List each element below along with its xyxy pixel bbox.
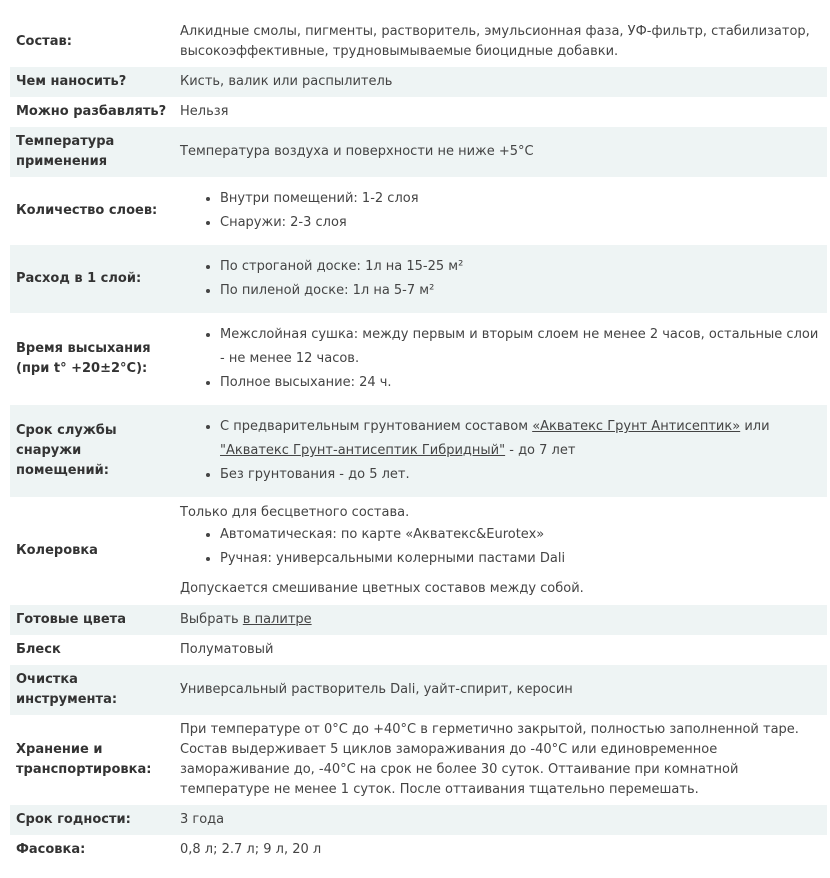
spec-row-application <box>10 67 827 97</box>
spec-value: Алкидные смолы, пигменты, растворитель, эмульсионная фаза, УФ-фильтр, стабилизатор, высокоэффективные, трудновымываемые биоцидные добавки. <box>180 24 810 59</box>
tinting-outro: Допускается смешивание цветных составов между собой. <box>180 581 584 596</box>
list-item: • По строганой доске: 1л на 15-25 м² <box>220 255 821 279</box>
list-item: • По пиленой доске: 1л на 5-7 м² <box>220 279 821 303</box>
list-item: • Полное высыхание: 24 ч. <box>220 371 821 395</box>
spec-label: Срок годности: <box>10 805 174 835</box>
spec-row-consumption <box>10 245 827 313</box>
list-item: • Без грунтования - до 5 лет. <box>220 463 821 487</box>
text: или <box>740 419 770 434</box>
spec-label: Очистка инструмента: <box>10 665 174 715</box>
spec-value: Нельзя <box>180 104 229 119</box>
spec-value: Кисть, валик или распылитель <box>174 67 827 97</box>
spec-list <box>180 187 821 235</box>
list-item: • Ручная: универсальными колерными пастами Dali <box>220 547 821 571</box>
spec-value: При температуре от 0°С до +40°С в герметично закрытой, полностью заполненной таре. Состав выдерживает 5 циклов замораживания до -40°С или единовременное замораживание до, -40°С на срок не более 30 суток. Оттаивание при комнатной температуре не менее 1 суток. После оттаивания тщательно перемешать. <box>180 722 799 797</box>
spec-label: Блеск <box>16 642 61 657</box>
spec-label: Готовые цвета <box>10 605 174 635</box>
spec-value <box>174 605 827 635</box>
spec-list <box>180 323 821 395</box>
spec-row-layers <box>10 177 827 245</box>
text: Выбрать <box>180 612 243 627</box>
spec-row-composition <box>10 17 827 67</box>
list-item: • Автоматическая: по карте «Акватекс&Eurotex» <box>220 523 821 547</box>
spec-row-tool-cleaning <box>10 665 827 715</box>
palette-link[interactable]: в палитре <box>242 612 312 627</box>
spec-label: Хранение и транспортировка: <box>16 742 152 777</box>
list-item: • Снаружи: 2-3 слоя <box>220 211 821 235</box>
spec-label: Чем наносить? <box>10 67 174 97</box>
spec-value: Универсальный растворитель Dali, уайт-спирит, керосин <box>174 665 827 715</box>
spec-label: Время высыхания (при t° +20±2°С): <box>16 341 151 376</box>
spec-label: Расход в 1 слой: <box>10 245 174 313</box>
spec-row-drying-time <box>10 313 827 405</box>
spec-row-tinting <box>10 497 827 605</box>
spec-row-dilution <box>10 97 827 127</box>
text: - до 7 лет <box>505 443 576 458</box>
spec-row-packaging <box>10 835 827 865</box>
spec-list <box>180 523 821 571</box>
primer-antiseptic-link[interactable]: «Акватекс Грунт Антисептик» <box>532 419 741 434</box>
spec-value: Полуматовый <box>180 642 274 657</box>
spec-value: Температура воздуха и поверхности не ниже +5°С <box>174 127 827 177</box>
spec-label: Температура применения <box>10 127 174 177</box>
spec-value <box>174 245 827 313</box>
spec-row-shelf-life <box>10 805 827 835</box>
spec-row-ready-colors <box>10 605 827 635</box>
spec-label: Можно разбавлять? <box>16 104 167 119</box>
spec-label: Срок службы снаружи помещений: <box>10 405 174 497</box>
spec-row-storage <box>10 715 827 805</box>
spec-row-service-life <box>10 405 827 497</box>
spec-label: Колеровка <box>16 543 98 558</box>
list-item <box>220 415 821 463</box>
spec-label: Состав: <box>16 34 72 49</box>
spec-label: Количество слоев: <box>16 203 158 218</box>
hybrid-primer-link[interactable]: "Акватекс Грунт-антисептик Гибридный" <box>220 443 506 458</box>
list-item: • Внутри помещений: 1-2 слоя <box>220 187 821 211</box>
spec-label: Фасовка: <box>16 842 86 857</box>
spec-value <box>174 497 827 605</box>
spec-value <box>174 405 827 497</box>
spec-list <box>180 415 821 487</box>
list-item: • Межслойная сушка: между первым и вторым слоем не менее 2 часов, остальные слои - не менее 12 часов. <box>220 323 821 371</box>
spec-value <box>174 313 827 405</box>
spec-value <box>174 177 827 245</box>
spec-row-gloss <box>10 635 827 665</box>
spec-list <box>180 255 821 303</box>
spec-row-temperature <box>10 127 827 177</box>
spec-value: 3 года <box>174 805 827 835</box>
product-spec-table <box>10 17 827 865</box>
text: С предварительным грунтованием составом <box>220 419 533 434</box>
tinting-intro: Только для бесцветного состава. <box>180 505 410 520</box>
spec-value: 0,8 л; 2.7 л; 9 л, 20 л <box>180 842 322 857</box>
